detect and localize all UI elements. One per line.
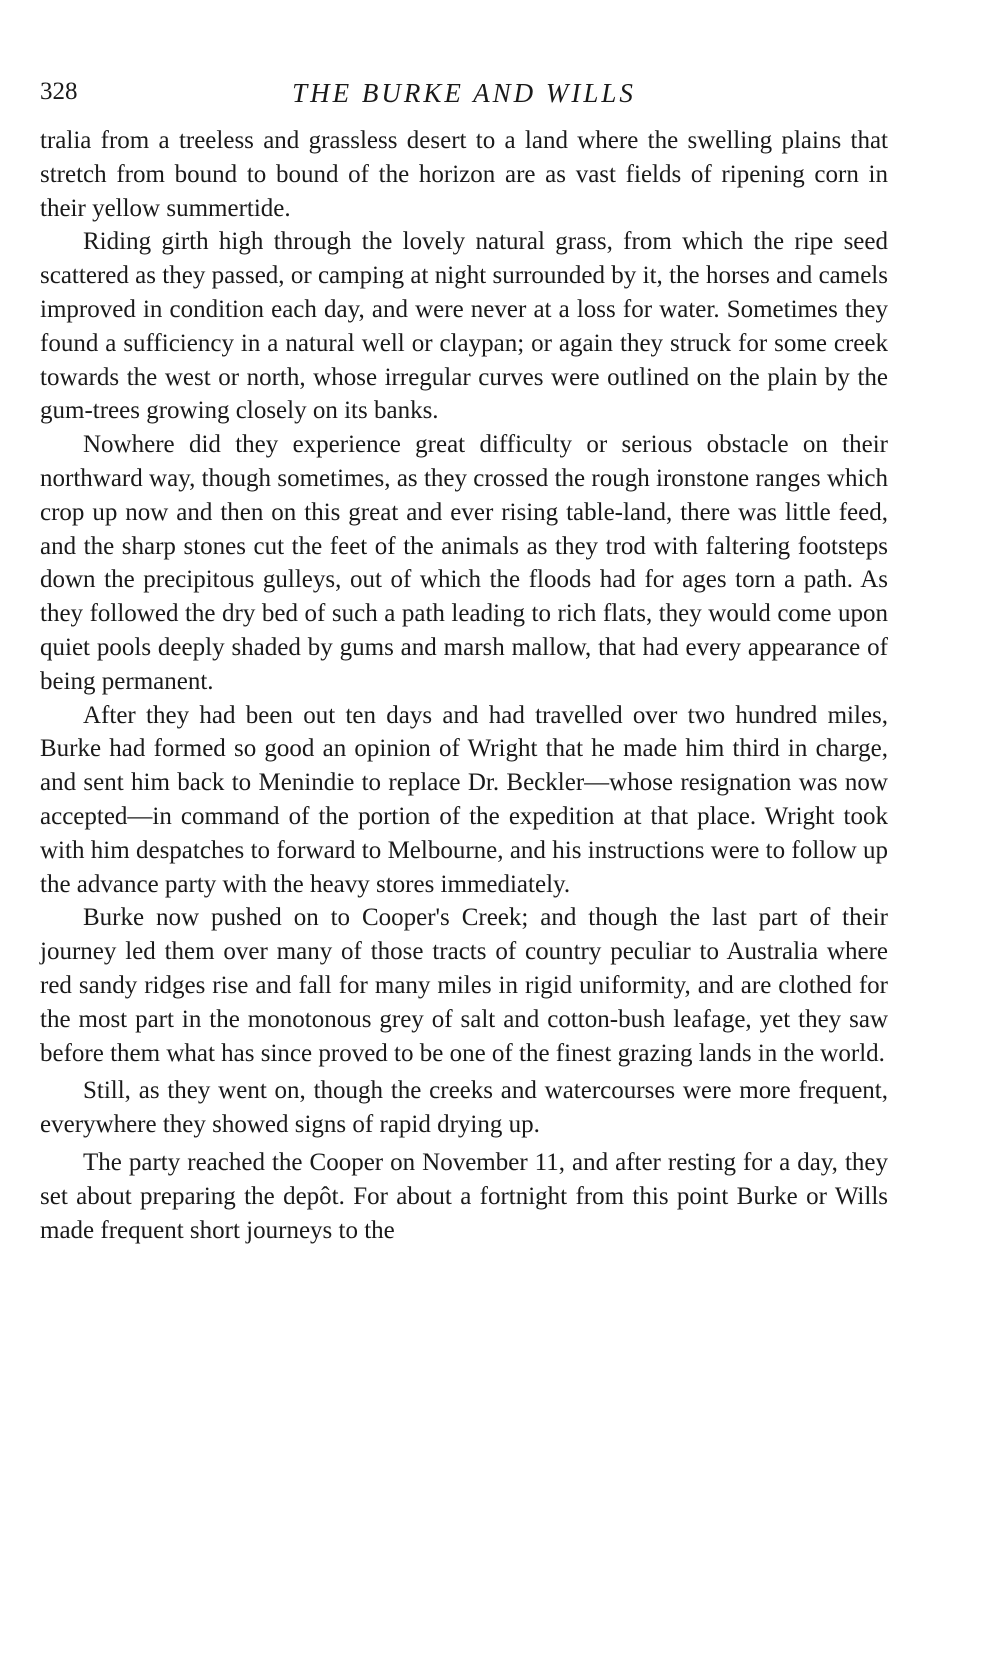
book-page (40, 78, 888, 1247)
running-head (40, 78, 888, 114)
paragraph-4: After they had been out ten days and had travelled over two hundred miles, Burke had formed so good an opinion of Wright that he made him third in charge, and sent him back to Menindie to replace Dr. Beckler—whose resignation was now accepted—in command of the portion of the expedition at that place. Wright took with him despatches to forward to Melbourne, and his instructions were to follow up the advance party with the heavy stores immediately. (40, 701, 888, 898)
paragraph-6: Still, as they went on, though the creeks and watercourses were more frequent, everywhere they showed signs of rapid drying up. (40, 1077, 888, 1139)
body-text (40, 124, 888, 1247)
paragraph-2: Riding girth high through the lovely natural grass, from which the ripe seed scattered as they passed, or camping at night surrounded by it, the horses and camels improved in condition each day, and were never at a loss for water. Sometimes they found a sufficiency in a natural well or claypan; or again they struck for some creek towards the west or north, whose irregular curves were outlined on the plain by the gum-trees growing closely on its banks. (40, 228, 888, 425)
running-title: THE BURKE AND WILLS (292, 78, 636, 108)
paragraph-1: tralia from a treeless and grassless desert to a land where the swelling plains that stretch from bound to bound of the horizon are as vast fields of ripening corn in their yellow summertide. (40, 127, 888, 222)
page-number: 328 (40, 78, 78, 105)
paragraph-3: Nowhere did they experience great difficulty or serious obstacle on their northward way, though sometimes, as they crossed the rough ironstone ranges which crop up now and then on this great and ever rising table-land, there was little feed, and the sharp stones cut the feet of the animals as they trod with faltering footsteps down the precipitous gulleys, out of which the floods had for ages torn a path. As they followed the dry bed of such a path leading to rich flats, they would come upon quiet pools deeply shaded by gums and marsh mallow, that had every appearance of being permanent. (40, 431, 888, 695)
paragraph-5: Burke now pushed on to Cooper's Creek; and though the last part of their journey led them over many of those tracts of country peculiar to Australia where red sandy ridges rise and fall for many miles in rigid uniformity, and are clothed for the most part in the monotonous grey of salt and cotton-bush leafage, yet they saw before them what has since proved to be one of the finest grazing lands in the world. (40, 904, 888, 1067)
paragraph-7: The party reached the Cooper on November 11, and after resting for a day, they set about preparing the depôt. For about a fortnight from this point Burke or Wills made frequent short journeys to the (40, 1148, 888, 1244)
